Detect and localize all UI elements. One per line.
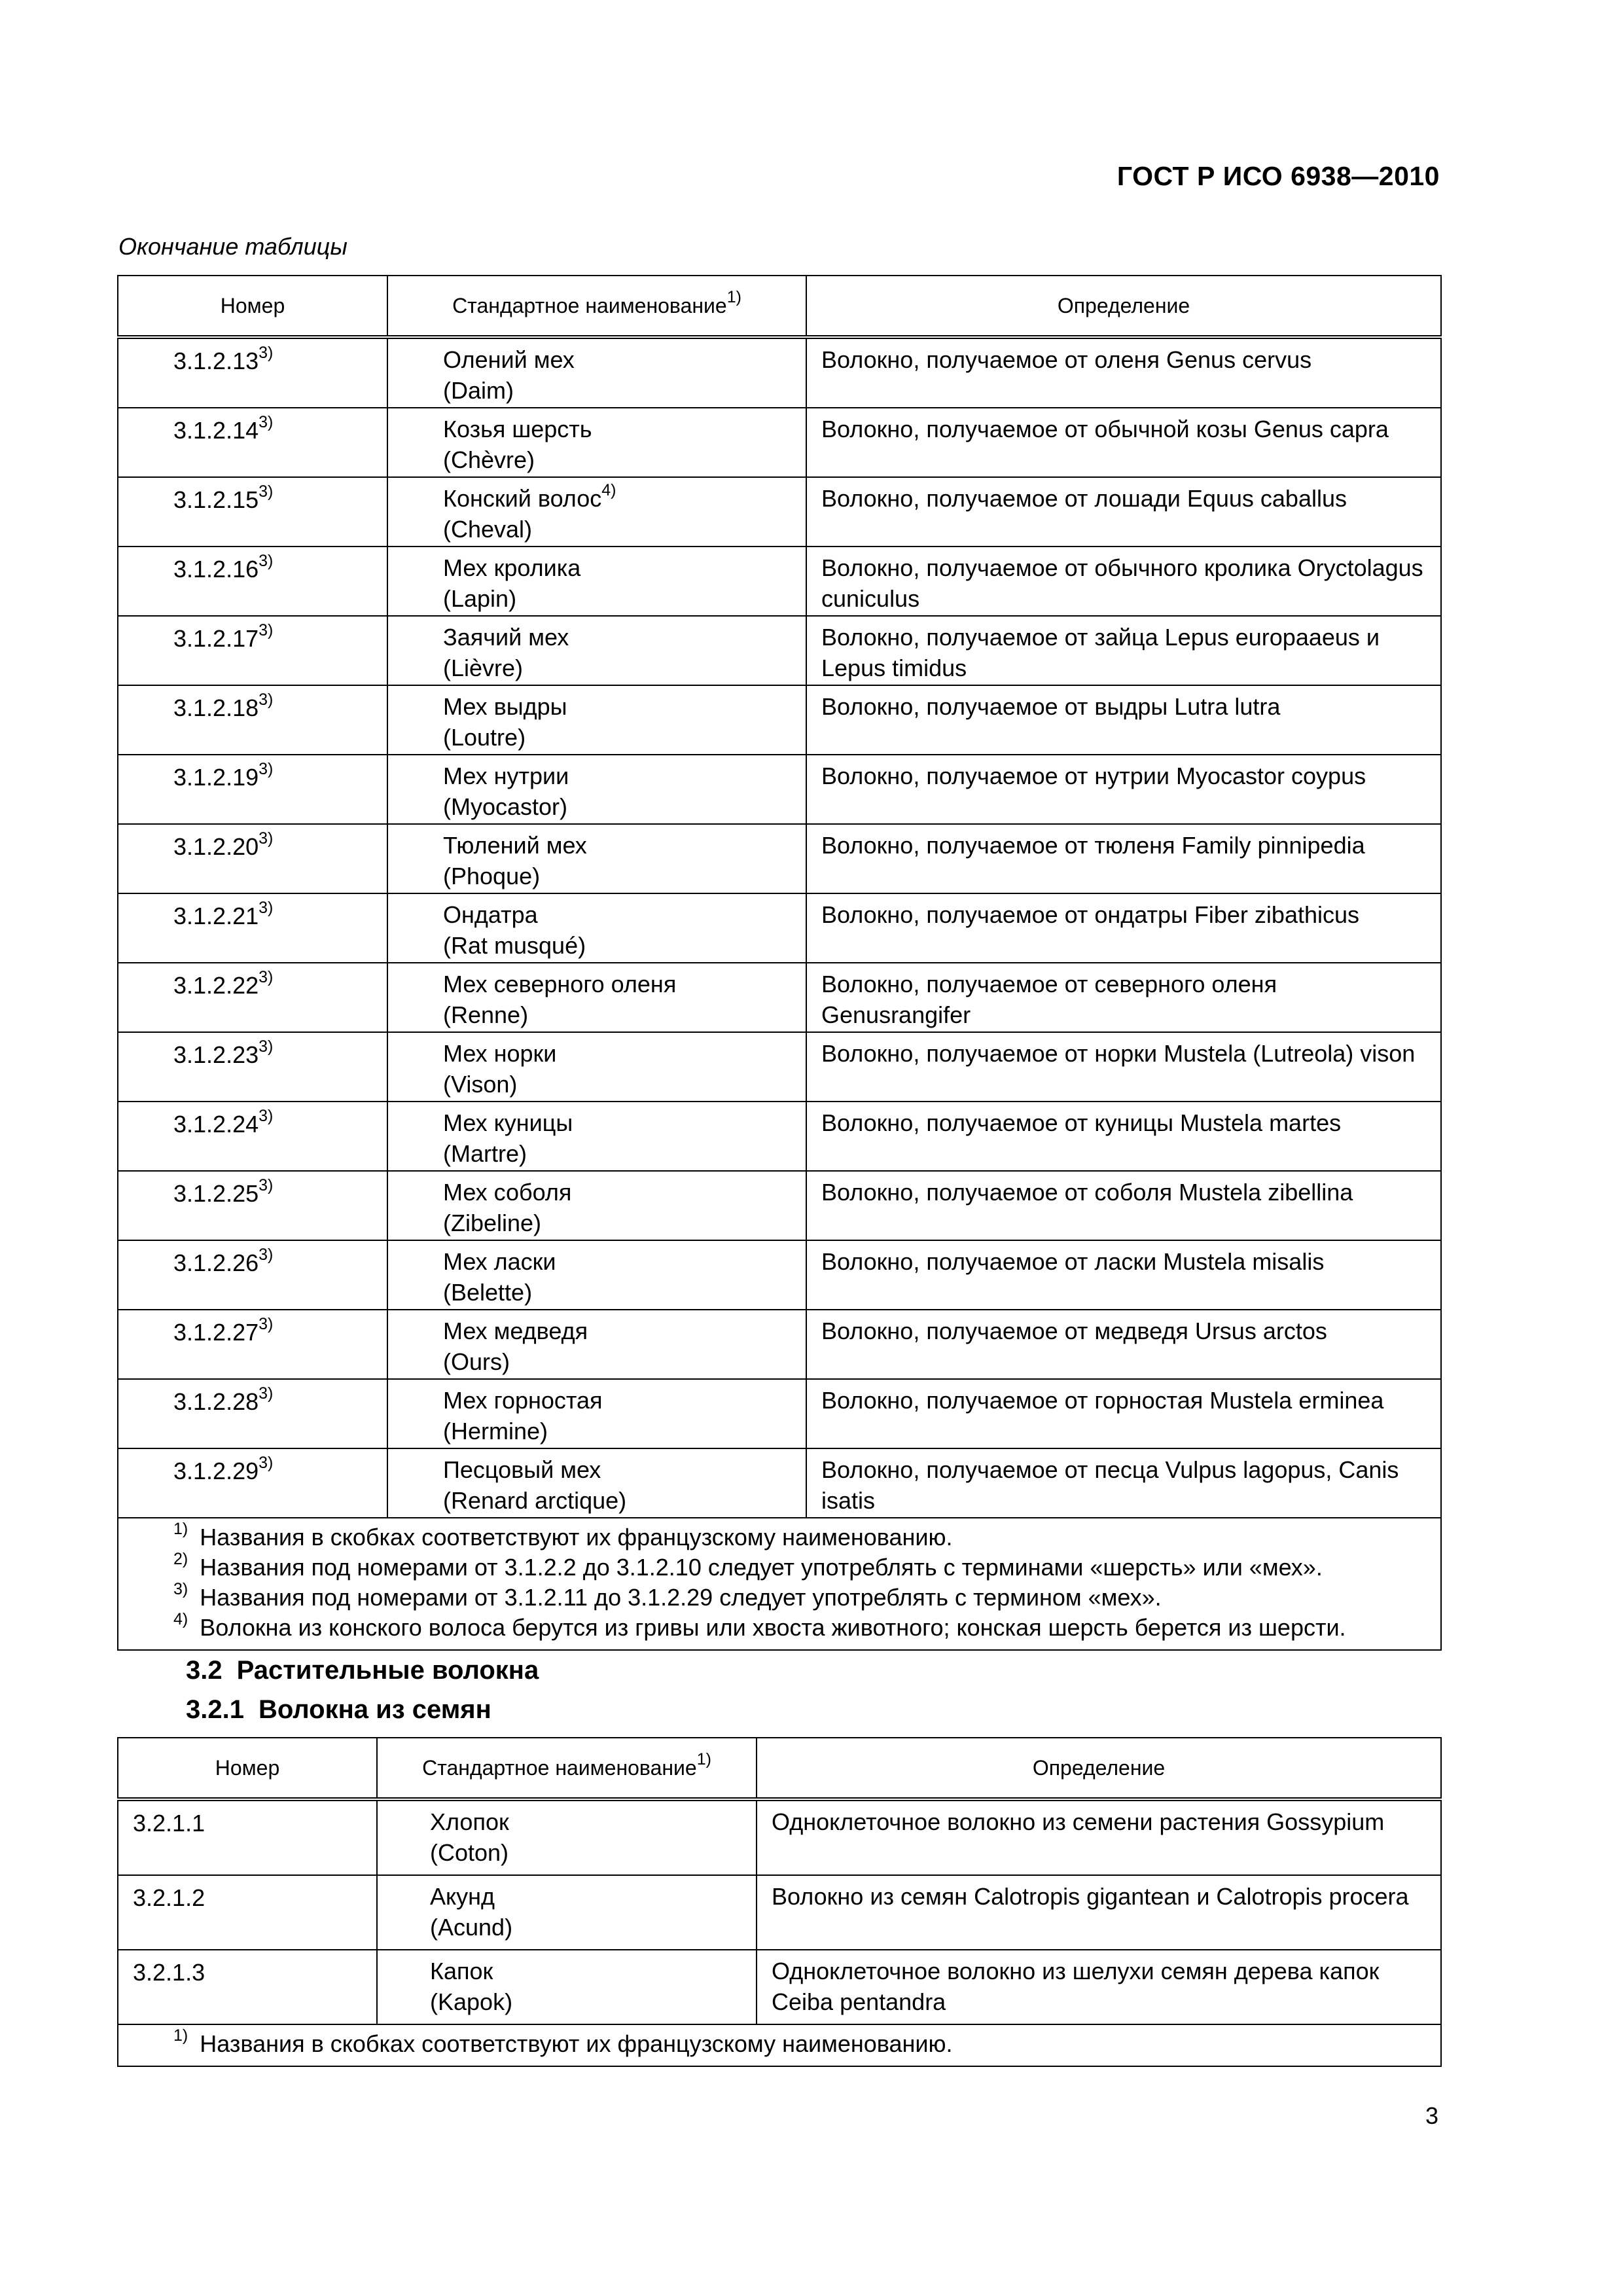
standard-name-text: Конский волос	[443, 485, 602, 512]
row-definition-cell	[757, 1799, 1441, 1875]
row-name	[388, 1449, 806, 1516]
row-name-cell	[377, 1799, 757, 1875]
row-name-cell	[387, 685, 806, 755]
definition-text: Волокно, получаемое от нутрии Myocastor coypus	[821, 762, 1366, 789]
table-row	[118, 1171, 1441, 1240]
row-name-cell	[387, 408, 806, 477]
row-number-cell	[118, 337, 387, 408]
row-name-cell	[387, 1448, 806, 1518]
footnote-mark: 4)	[173, 1610, 188, 1628]
row-number-footnote-mark: 3)	[259, 1037, 274, 1056]
definition-text: Волокно, получаемое от песца Vulpus lagopus, Canis isatis	[821, 1456, 1399, 1514]
french-name: (Martre)	[443, 1140, 527, 1167]
french-name: (Renne)	[443, 1001, 529, 1028]
row-definition-cell	[806, 824, 1441, 893]
table-row	[118, 1102, 1441, 1171]
standard-name	[443, 1107, 791, 1138]
section-heading-3-2-1: 3.2.1 Волокна из семян	[186, 1695, 491, 1724]
row-definition-cell	[806, 1171, 1441, 1240]
row-definition-cell	[806, 1448, 1441, 1518]
row-name	[388, 1380, 806, 1446]
french-name: (Hermine)	[443, 1418, 548, 1444]
standard-name	[430, 1956, 741, 1986]
standard-name-text: Мех куницы	[443, 1109, 573, 1136]
table-row	[118, 1799, 1441, 1875]
row-number-text: 3.1.2.29	[173, 1458, 259, 1484]
definition-text: Волокно, получаемое от обычной козы Genus capra	[821, 416, 1389, 442]
definition-text: Волокно, получаемое от норки Mustela (Lutreola) vison	[821, 1040, 1416, 1067]
row-number	[173, 1449, 387, 1486]
row-name	[388, 686, 806, 753]
row-number-text: 3.1.2.14	[173, 417, 259, 444]
table-notes	[118, 2024, 1441, 2066]
row-number-text: 3.1.2.22	[173, 972, 259, 999]
table-row	[118, 1310, 1441, 1379]
row-number-cell	[118, 755, 387, 824]
row-name-cell	[387, 1102, 806, 1171]
standard-name-text: Песцовый мех	[443, 1456, 601, 1483]
fibers-table-seeds	[117, 1737, 1442, 2067]
column-header-definition: Определение	[806, 276, 1441, 337]
row-name-cell	[387, 477, 806, 547]
row-name	[388, 1033, 806, 1100]
standard-name-text: Мех горностая	[443, 1387, 603, 1414]
standard-name	[430, 1806, 741, 1837]
definition-text: Волокно, получаемое от зайца Lepus europaaeus и Lepus timidus	[821, 624, 1380, 681]
row-name-cell	[387, 337, 806, 408]
french-name: (Daim)	[443, 377, 514, 404]
footnote-text: Названия под номерами от 3.1.2.2 до 3.1.2.10 следует употреблять с терминами «шерсть» или «мех».	[200, 1554, 1323, 1581]
row-number-text: 3.1.2.19	[173, 764, 259, 791]
row-definition-cell	[806, 1102, 1441, 1171]
row-number	[173, 1380, 387, 1417]
french-name: (Ours)	[443, 1348, 510, 1375]
footnote-text: Названия в скобках соответствуют их французскому наименованию.	[200, 2030, 953, 2057]
definition-text: Волокно, получаемое от соболя Mustela zibellina	[821, 1179, 1353, 1206]
row-number	[173, 963, 387, 1001]
row-number-cell	[118, 685, 387, 755]
standard-name	[443, 1246, 791, 1277]
standard-name-text: Капок	[430, 1958, 493, 1984]
standard-name-text: Олений мех	[443, 346, 575, 373]
standard-name	[443, 761, 791, 791]
table-notes-row	[118, 2024, 1441, 2066]
definition-text: Волокно, получаемое от тюленя Family pinnipedia	[821, 832, 1365, 859]
row-number-footnote-mark: 3)	[259, 344, 274, 362]
row-number-footnote-mark: 3)	[259, 760, 274, 778]
row-name-cell	[387, 616, 806, 685]
row-number-text: 3.1.2.26	[173, 1249, 259, 1276]
column-header-number: Номер	[118, 276, 387, 337]
standard-name	[443, 1177, 791, 1208]
french-name: (Zibeline)	[443, 1210, 542, 1236]
row-number-footnote-mark: 3)	[259, 968, 274, 986]
row-number	[133, 1801, 376, 1839]
row-number	[173, 755, 387, 793]
row-number-text: 3.1.2.18	[173, 694, 259, 721]
row-definition-cell	[806, 755, 1441, 824]
standard-name	[430, 1881, 741, 1912]
french-name: (Renard arctique)	[443, 1487, 627, 1514]
standard-name	[443, 1454, 791, 1485]
footnote-text: Названия в скобках соответствуют их французскому наименованию.	[200, 1524, 953, 1551]
table-row	[118, 1240, 1441, 1310]
standard-name	[443, 899, 791, 930]
standard-name-text: Ондатра	[443, 901, 538, 928]
table-row	[118, 893, 1441, 963]
footnote-mark: 1)	[173, 1520, 188, 1538]
standard-name-footnote-mark: 4)	[601, 481, 616, 499]
standard-name-text: Заячий мех	[443, 624, 569, 651]
standard-name	[443, 414, 791, 444]
row-number-text: 3.1.2.24	[173, 1111, 259, 1138]
definition-text: Одноклеточное волокно из шелухи семян дерева капок Ceiba pentandra	[772, 1958, 1380, 2015]
row-number	[173, 617, 387, 654]
row-name	[388, 408, 806, 475]
french-name: (Coton)	[430, 1839, 509, 1866]
definition-text: Волокно из семян Calotropis gigantean и Calotropis procera	[772, 1883, 1409, 1910]
section-heading-3-2: 3.2 Растительные волокна	[186, 1656, 539, 1685]
french-name: (Kapok)	[430, 1988, 513, 2015]
standard-name-text: Мех нутрии	[443, 762, 569, 789]
row-number	[173, 547, 387, 584]
row-number-text: 3.2.1.2	[133, 1884, 205, 1911]
french-name: (Chèvre)	[443, 446, 535, 473]
table-notes	[118, 1518, 1441, 1650]
row-number-text: 3.1.2.21	[173, 903, 259, 929]
table-row	[118, 547, 1441, 616]
row-number	[173, 1241, 387, 1278]
table-row	[118, 685, 1441, 755]
table-header-row	[118, 1738, 1441, 1799]
french-name: (Cheval)	[443, 516, 533, 543]
row-number-footnote-mark: 3)	[259, 1384, 274, 1403]
row-name-cell	[387, 1240, 806, 1310]
table-header-row	[118, 276, 1441, 337]
row-number	[173, 1310, 387, 1348]
footnote-mark: 2)	[173, 1550, 188, 1568]
french-name: (Lapin)	[443, 585, 517, 612]
row-number	[133, 1876, 376, 1913]
row-number-text: 3.2.1.1	[133, 1810, 205, 1837]
french-name: (Myocastor)	[443, 793, 568, 820]
row-name	[388, 825, 806, 891]
row-number	[173, 825, 387, 862]
row-number-cell	[118, 824, 387, 893]
row-number-footnote-mark: 3)	[259, 1454, 274, 1472]
row-number-cell	[118, 547, 387, 616]
row-name-cell	[387, 547, 806, 616]
row-number-cell	[118, 1875, 377, 1950]
page-number: 3	[1425, 2102, 1438, 2129]
standard-name-text: Мех соболя	[443, 1179, 572, 1206]
table-row	[118, 1032, 1441, 1102]
standard-name	[443, 622, 791, 653]
table-row	[118, 616, 1441, 685]
row-name	[388, 339, 806, 406]
definition-text: Одноклеточное волокно из семени растения Gossypium	[772, 1808, 1385, 1835]
row-name	[388, 963, 806, 1030]
row-number-footnote-mark: 3)	[259, 829, 274, 848]
row-number-text: 3.1.2.17	[173, 625, 259, 652]
row-number-footnote-mark: 3)	[259, 899, 274, 917]
row-definition-cell	[757, 1950, 1441, 2024]
fibers-table-animal	[117, 275, 1442, 1651]
definition-text: Волокно, получаемое от ласки Mustela misalis	[821, 1248, 1325, 1275]
standard-name-text: Мех медведя	[443, 1318, 588, 1344]
column-header-definition: Определение	[757, 1738, 1441, 1799]
row-number	[173, 408, 387, 446]
table-row	[118, 477, 1441, 547]
table-row	[118, 1379, 1441, 1448]
row-name	[388, 478, 806, 545]
standard-name	[443, 691, 791, 722]
row-definition-cell	[806, 337, 1441, 408]
footnote-mark: 3)	[173, 1580, 188, 1598]
row-definition-cell	[806, 616, 1441, 685]
standard-name-text: Мех ласки	[443, 1248, 556, 1275]
standard-name-text: Мех кролика	[443, 554, 581, 581]
row-name	[388, 894, 806, 961]
standard-name	[443, 830, 791, 861]
row-definition-cell	[806, 408, 1441, 477]
row-number-footnote-mark: 3)	[259, 1107, 274, 1125]
definition-text: Волокно, получаемое от горностая Mustela erminea	[821, 1387, 1384, 1414]
row-name-cell	[387, 755, 806, 824]
row-name	[388, 1241, 806, 1308]
row-definition-cell	[806, 685, 1441, 755]
french-name: (Phoque)	[443, 863, 541, 889]
row-number-cell	[118, 1950, 377, 2024]
row-number-cell	[118, 893, 387, 963]
definition-text: Волокно, получаемое от северного оленя Genusrangifer	[821, 971, 1277, 1028]
french-name: (Loutre)	[443, 724, 526, 751]
row-number-footnote-mark: 3)	[259, 1176, 274, 1194]
standard-name	[443, 1385, 791, 1416]
row-definition-cell	[806, 1240, 1441, 1310]
table-row	[118, 1448, 1441, 1518]
column-header-name: Стандартное наименование$^{1)}$	[377, 1738, 757, 1799]
row-number-cell	[118, 1032, 387, 1102]
row-number	[173, 478, 387, 515]
row-number-footnote-mark: 3)	[259, 691, 274, 709]
row-name	[378, 1950, 756, 2017]
row-definition-cell	[757, 1875, 1441, 1950]
row-name-cell	[387, 963, 806, 1032]
standard-name	[443, 483, 791, 514]
standard-name-text: Козья шерсть	[443, 416, 592, 442]
standard-name-text: Хлопок	[430, 1808, 509, 1835]
row-name-cell	[387, 824, 806, 893]
table-caption: Окончание таблицы	[118, 233, 348, 260]
table-row	[118, 824, 1441, 893]
row-number-text: 3.1.2.16	[173, 556, 259, 583]
row-number-cell	[118, 1102, 387, 1171]
row-number-footnote-mark: 3)	[259, 621, 274, 639]
row-number-cell	[118, 408, 387, 477]
standard-name	[443, 1316, 791, 1346]
definition-text: Волокно, получаемое от лошади Equus caballus	[821, 485, 1347, 512]
table-row	[118, 1950, 1441, 2024]
row-number-cell	[118, 1310, 387, 1379]
row-number	[173, 1172, 387, 1209]
row-number	[173, 686, 387, 723]
row-number-cell	[118, 963, 387, 1032]
row-name-cell	[387, 893, 806, 963]
definition-text: Волокно, получаемое от ондатры Fiber zibathicus	[821, 901, 1360, 928]
table-row	[118, 408, 1441, 477]
row-name	[378, 1801, 756, 1868]
table-row	[118, 337, 1441, 408]
standard-name	[443, 552, 791, 583]
french-name: (Lièvre)	[443, 655, 524, 681]
row-definition-cell	[806, 1032, 1441, 1102]
standard-name-text: Мех северного оленя	[443, 971, 677, 997]
row-name	[388, 1102, 806, 1169]
row-number-text: 3.1.2.27	[173, 1319, 259, 1346]
definition-text: Волокно, получаемое от обычного кролика Oryctolagus cuniculus	[821, 554, 1423, 612]
row-number-text: 3.1.2.28	[173, 1388, 259, 1415]
row-definition-cell	[806, 477, 1441, 547]
footnote-mark: 1)	[173, 2026, 188, 2045]
row-number-cell	[118, 1379, 387, 1448]
row-number-cell	[118, 1448, 387, 1518]
standard-name	[443, 969, 791, 999]
row-number	[173, 894, 387, 931]
standard-name-text: Тюлений мех	[443, 832, 587, 859]
row-number-footnote-mark: 3)	[259, 482, 274, 501]
footnote	[173, 1580, 1440, 1613]
definition-text: Волокно, получаемое от медведя Ursus arctos	[821, 1318, 1327, 1344]
definition-text: Волокно, получаемое от оленя Genus cervus	[821, 346, 1312, 373]
column-header-name: Стандартное наименование$^{1)}$	[387, 276, 806, 337]
row-number-text: 3.1.2.13	[173, 348, 259, 374]
french-name: (Acund)	[430, 1914, 513, 1941]
row-name-cell	[377, 1950, 757, 2024]
row-name	[388, 755, 806, 822]
table-row	[118, 963, 1441, 1032]
row-definition-cell	[806, 1379, 1441, 1448]
row-name	[388, 1172, 806, 1238]
row-number-footnote-mark: 3)	[259, 552, 274, 570]
row-number-cell	[118, 1171, 387, 1240]
row-number-text: 3.2.1.3	[133, 1959, 205, 1986]
row-name-cell	[377, 1875, 757, 1950]
footnote	[173, 1552, 1440, 1583]
row-name-cell	[387, 1032, 806, 1102]
row-name	[378, 1876, 756, 1943]
row-number-footnote-mark: 3)	[259, 413, 274, 431]
footnote	[173, 1522, 1440, 1552]
document-code: ГОСТ Р ИСО 6938—2010	[1116, 161, 1440, 191]
row-number-text: 3.1.2.20	[173, 833, 259, 860]
row-number-cell	[118, 1240, 387, 1310]
definition-text: Волокно, получаемое от выдры Lutra lutra	[821, 693, 1281, 720]
standard-name-text: Акунд	[430, 1883, 495, 1910]
row-number-cell	[118, 477, 387, 547]
row-number-text: 3.1.2.23	[173, 1041, 259, 1068]
row-number-cell	[118, 616, 387, 685]
row-definition-cell	[806, 893, 1441, 963]
standard-name	[443, 1038, 791, 1069]
table-row	[118, 755, 1441, 824]
french-name: (Belette)	[443, 1279, 533, 1306]
row-number	[173, 339, 387, 376]
row-number	[173, 1033, 387, 1070]
row-number-footnote-mark: 3)	[259, 1246, 274, 1264]
french-name: (Vison)	[443, 1071, 518, 1098]
row-name	[388, 1310, 806, 1377]
row-number	[133, 1950, 376, 1988]
table-notes-row	[118, 1518, 1441, 1650]
row-name-cell	[387, 1379, 806, 1448]
footnote	[173, 2026, 1440, 2059]
row-number-text: 3.1.2.25	[173, 1180, 259, 1207]
french-name: (Rat musqué)	[443, 932, 586, 959]
standard-name-text: Мех норки	[443, 1040, 557, 1067]
row-number-cell	[118, 1799, 377, 1875]
footnote-text: Названия под номерами от 3.1.2.11 до 3.1.2.29 следует употреблять с термином «мех».	[200, 1584, 1162, 1611]
column-header-number: Номер	[118, 1738, 377, 1799]
row-name	[388, 617, 806, 683]
row-number	[173, 1102, 387, 1139]
row-number-footnote-mark: 3)	[259, 1315, 274, 1333]
footnote	[173, 1610, 1440, 1643]
row-name	[388, 547, 806, 614]
row-definition-cell	[806, 963, 1441, 1032]
footnote-text: Волокна из конского волоса берутся из гривы или хвоста животного; конская шерсть берется из шерсти.	[200, 1614, 1346, 1641]
row-name-cell	[387, 1310, 806, 1379]
row-number-text: 3.1.2.15	[173, 486, 259, 513]
row-definition-cell	[806, 1310, 1441, 1379]
row-definition-cell	[806, 547, 1441, 616]
standard-name	[443, 344, 791, 375]
definition-text: Волокно, получаемое от куницы Mustela martes	[821, 1109, 1342, 1136]
row-name-cell	[387, 1171, 806, 1240]
table-row	[118, 1875, 1441, 1950]
standard-name-text: Мех выдры	[443, 693, 567, 720]
